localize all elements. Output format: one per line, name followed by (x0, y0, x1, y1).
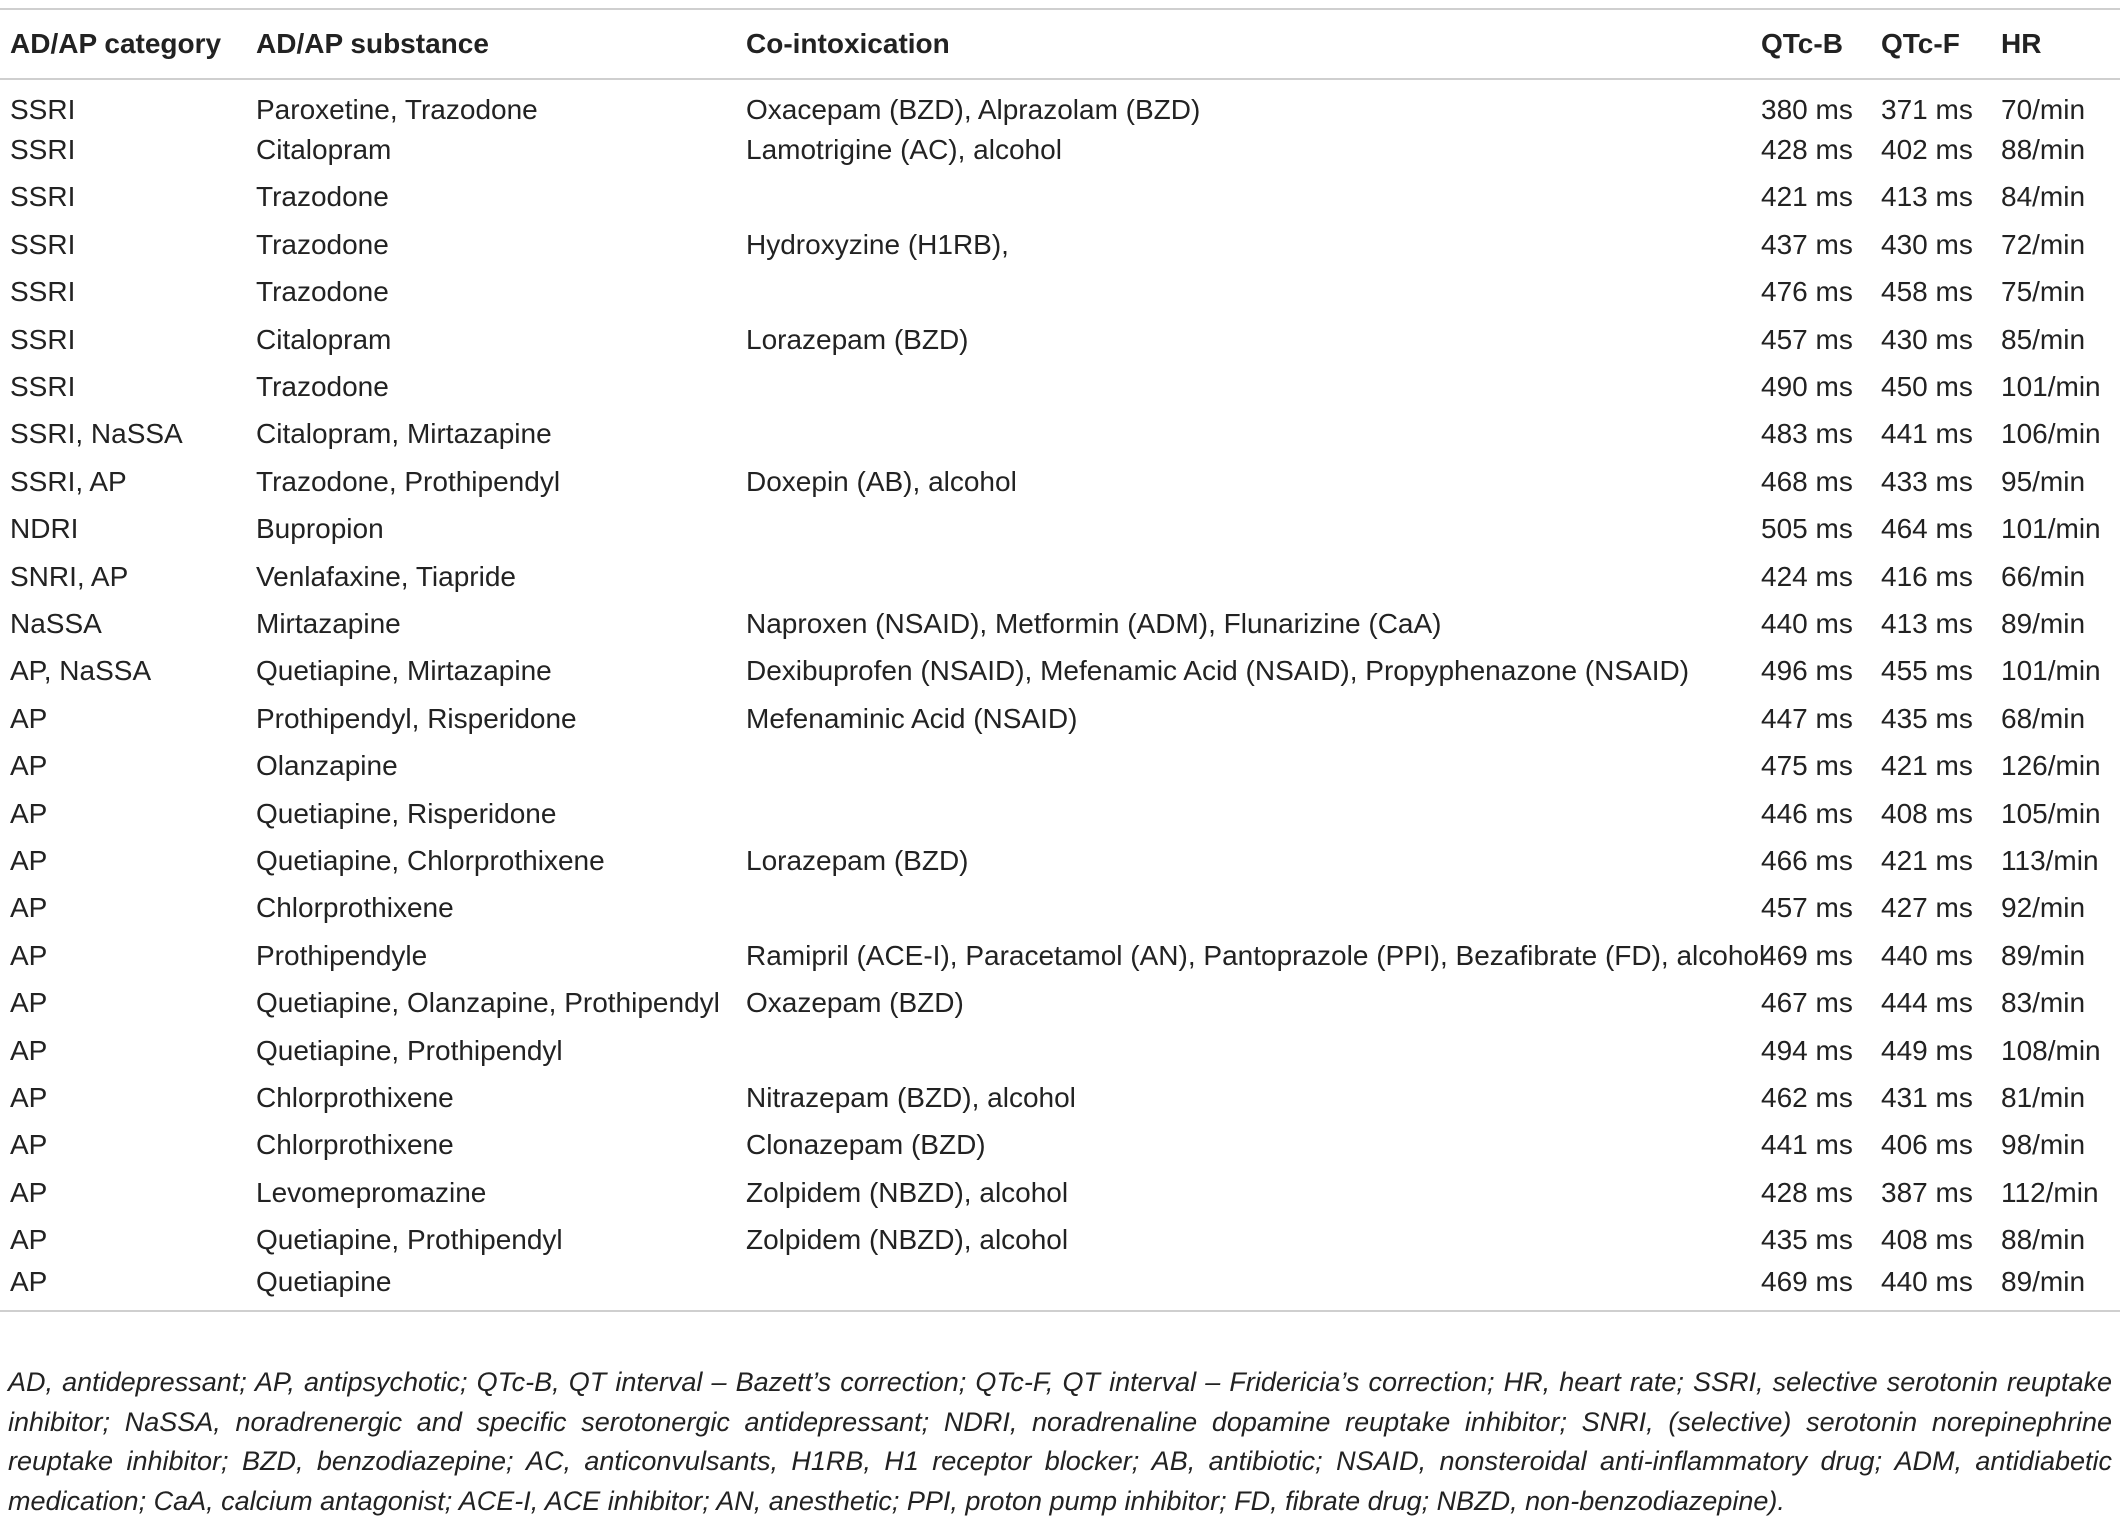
cell-hr: 66/min (2001, 560, 2086, 592)
table-row (0, 1264, 2120, 1311)
table-row (0, 411, 2120, 458)
table-row (0, 458, 2120, 505)
cell-co-intoxication: Lamotrigine (AC), alcohol (746, 134, 1062, 166)
cell-qtc-f: 408 ms (1881, 797, 1973, 829)
cell-co-intoxication (736, 363, 1751, 410)
header-substance: AD/AP substance (256, 28, 489, 59)
cell-category: NaSSA (10, 607, 102, 639)
table-row (0, 885, 2120, 932)
cell-qtc-b: 428 ms (1761, 134, 1853, 166)
table-row (0, 316, 2120, 363)
cell-substance: Trazodone (256, 276, 389, 308)
table-row (0, 506, 2120, 553)
cell-category: AP (10, 1265, 48, 1297)
cell-hr: 89/min (2001, 939, 2086, 971)
table-footnote: AD, antidepressant; AP, antipsychotic; QTc-B, QT interval – Bazett’s correction; QTc-F, QT interval – Fridericia’s correction; HR, heart rate; SSRI, selective serotonin reuptake inhibitor; NaSSA, noradrenergic and specific serotonergic antidepressant; NDRI, noradrenaline dopamine reuptake inhibitor; SNRI, (selective) serotonin norepinephrine reuptake inhibitor; BZD, benzodiazepine; AC, anticonvulsants, H1RB, H1 receptor blocker; AB, antibiotic; NSAID, nonsteroidal anti-inflammatory drug; ADM, antidiabetic medication; CaA, calcium antagonist; ACE-I, ACE inhibitor; AN, anesthetic; PPI, proton pump inhibitor; FD, fibrate drug; NBZD, non-benzodiazepine). (8, 1367, 2112, 1516)
cell-co-intoxication: Oxacepam (BZD), Alprazolam (BZD) (746, 94, 1201, 126)
cell-co-intoxication: Doxepin (AB), alcohol (746, 465, 1017, 497)
cell-hr: 126/min (2001, 750, 2101, 782)
cell-category: SSRI (10, 276, 76, 308)
cell-qtc-b: 437 ms (1761, 228, 1853, 260)
cell-qtc-f: 440 ms (1881, 939, 1973, 971)
table-row (0, 174, 2120, 221)
cell-qtc-b: 505 ms (1761, 513, 1853, 545)
cell-co-intoxication: Zolpidem (NBZD), alcohol (746, 1176, 1069, 1208)
cell-qtc-b: 380 ms (1761, 94, 1853, 126)
cell-substance: Citalopram, Mirtazapine (256, 418, 552, 450)
cell-co-intoxication: Nitrazepam (BZD), alcohol (746, 1081, 1076, 1113)
cell-category: SNRI, AP (10, 560, 129, 592)
cell-co-intoxication (736, 885, 1751, 932)
table-row (0, 1027, 2120, 1074)
cell-category: SSRI, NaSSA (10, 418, 183, 450)
table-header (0, 9, 2120, 79)
cell-co-intoxication (736, 790, 1751, 837)
data-table (0, 8, 2120, 1312)
cell-substance: Mirtazapine (256, 607, 401, 639)
cell-category: AP (10, 987, 48, 1019)
table-row (0, 1169, 2120, 1216)
header-qtc-f: QTc-F (1881, 28, 1960, 59)
cell-co-intoxication (736, 742, 1751, 789)
table-row (0, 1122, 2120, 1169)
table-row (0, 932, 2120, 979)
table-row (0, 695, 2120, 742)
cell-co-intoxication: Naproxen (NSAID), Metformin (ADM), Flunarizine (CaA) (746, 607, 1442, 639)
cell-hr: 89/min (2001, 607, 2086, 639)
cell-category: AP (10, 1034, 48, 1066)
cell-qtc-b: 441 ms (1761, 1129, 1853, 1161)
cell-qtc-b: 457 ms (1761, 323, 1853, 355)
header-hr: HR (2001, 28, 2042, 59)
cell-co-intoxication: Lorazepam (BZD) (746, 323, 969, 355)
cell-qtc-f: 371 ms (1881, 94, 1973, 126)
table-body (0, 79, 2120, 1311)
cell-co-intoxication: Zolpidem (NBZD), alcohol (746, 1224, 1069, 1256)
cell-co-intoxication: Lorazepam (BZD) (746, 844, 969, 876)
cell-qtc-b: 428 ms (1761, 1176, 1853, 1208)
cell-substance: Quetiapine (256, 1265, 392, 1297)
cell-qtc-f: 444 ms (1881, 987, 1973, 1019)
cell-co-intoxication (736, 1027, 1751, 1074)
cell-category: AP (10, 1176, 48, 1208)
cell-substance: Prothipendyl, Risperidone (256, 702, 577, 734)
cell-qtc-f: 430 ms (1881, 228, 1973, 260)
cell-qtc-f: 433 ms (1881, 465, 1973, 497)
cell-substance: Quetiapine, Risperidone (256, 797, 557, 829)
cell-qtc-b: 494 ms (1761, 1034, 1853, 1066)
cell-qtc-b: 490 ms (1761, 371, 1853, 403)
cell-qtc-b: 446 ms (1761, 797, 1853, 829)
table-row (0, 790, 2120, 837)
cell-qtc-f: 435 ms (1881, 702, 1973, 734)
cell-qtc-f: 464 ms (1881, 513, 1973, 545)
cell-hr: 81/min (2001, 1081, 2086, 1113)
cell-category: AP (10, 939, 48, 971)
header-category: AD/AP category (10, 28, 222, 59)
cell-substance: Quetiapine, Prothipendyl (256, 1034, 563, 1066)
cell-qtc-f: 416 ms (1881, 560, 1973, 592)
cell-substance: Citalopram (256, 134, 392, 166)
cell-qtc-f: 408 ms (1881, 1224, 1973, 1256)
cell-qtc-f: 449 ms (1881, 1034, 1973, 1066)
cell-hr: 113/min (2001, 844, 2099, 876)
cell-qtc-f: 427 ms (1881, 892, 1973, 924)
cell-qtc-f: 421 ms (1881, 844, 1973, 876)
cell-category: SSRI (10, 228, 76, 260)
cell-qtc-b: 440 ms (1761, 607, 1853, 639)
table-row (0, 221, 2120, 268)
header-co-intoxication: Co-intoxication (746, 28, 950, 59)
cell-qtc-b: 421 ms (1761, 181, 1853, 213)
cell-hr: 68/min (2001, 702, 2086, 734)
cell-hr: 101/min (2001, 513, 2101, 545)
cell-qtc-b: 462 ms (1761, 1081, 1853, 1113)
cell-substance: Chlorprothixene (256, 892, 454, 924)
cell-hr: 95/min (2001, 465, 2086, 497)
cell-qtc-b: 467 ms (1761, 987, 1853, 1019)
cell-category: SSRI (10, 181, 76, 213)
cell-co-intoxication: Oxazepam (BZD) (746, 987, 964, 1019)
cell-hr: 89/min (2001, 1265, 2086, 1297)
cell-category: AP (10, 1129, 48, 1161)
cell-category: AP (10, 702, 48, 734)
cell-substance: Trazodone, Prothipendyl (256, 465, 561, 497)
table-row (0, 126, 2120, 173)
cell-hr: 98/min (2001, 1129, 2086, 1161)
cell-substance: Venlafaxine, Tiapride (256, 560, 516, 592)
cell-category: SSRI, AP (10, 465, 127, 497)
cell-category: AP (10, 797, 48, 829)
cell-co-intoxication (736, 174, 1751, 221)
cell-co-intoxication (736, 506, 1751, 553)
table-row (0, 1216, 2120, 1263)
cell-qtc-b: 475 ms (1761, 750, 1853, 782)
cell-substance: Chlorprothixene (256, 1081, 454, 1113)
cell-category: AP, NaSSA (10, 655, 152, 687)
cell-hr: 83/min (2001, 987, 2086, 1019)
cell-category: AP (10, 1224, 48, 1256)
cell-hr: 106/min (2001, 418, 2101, 450)
table-row (0, 79, 2120, 126)
cell-qtc-b: 424 ms (1761, 560, 1853, 592)
cell-category: AP (10, 1081, 48, 1113)
cell-qtc-f: 441 ms (1881, 418, 1973, 450)
cell-qtc-b: 483 ms (1761, 418, 1853, 450)
cell-qtc-f: 440 ms (1881, 1265, 1973, 1297)
cell-qtc-b: 469 ms (1761, 1265, 1853, 1297)
cell-category: AP (10, 844, 48, 876)
cell-hr: 72/min (2001, 228, 2086, 260)
cell-qtc-f: 430 ms (1881, 323, 1973, 355)
cell-hr: 105/min (2001, 797, 2101, 829)
cell-hr: 88/min (2001, 1224, 2086, 1256)
cell-qtc-b: 476 ms (1761, 276, 1853, 308)
cell-qtc-f: 421 ms (1881, 750, 1973, 782)
cell-hr: 70/min (2001, 94, 2086, 126)
cell-substance: Chlorprothixene (256, 1129, 454, 1161)
cell-substance: Quetiapine, Prothipendyl (256, 1224, 563, 1256)
cell-qtc-b: 435 ms (1761, 1224, 1853, 1256)
cell-qtc-f: 402 ms (1881, 134, 1973, 166)
cell-hr: 101/min (2001, 655, 2101, 687)
cell-category: SSRI (10, 371, 76, 403)
table-row (0, 837, 2120, 884)
cell-substance: Citalopram (256, 323, 392, 355)
header-qtc-b: QTc-B (1761, 28, 1843, 59)
cell-substance: Bupropion (256, 513, 384, 545)
cell-qtc-b: 468 ms (1761, 465, 1853, 497)
cell-qtc-f: 406 ms (1881, 1129, 1973, 1161)
cell-co-intoxication (736, 553, 1751, 600)
cell-qtc-b: 447 ms (1761, 702, 1853, 734)
table-row (0, 600, 2120, 647)
cell-substance: Quetiapine, Chlorprothixene (256, 844, 605, 876)
cell-substance: Trazodone (256, 181, 389, 213)
cell-substance: Quetiapine, Olanzapine, Prothipendyl (256, 987, 720, 1019)
cell-hr: 84/min (2001, 181, 2086, 213)
cell-hr: 108/min (2001, 1034, 2101, 1066)
table-row (0, 553, 2120, 600)
table-row (0, 648, 2120, 695)
cell-substance: Paroxetine, Trazodone (256, 94, 538, 126)
cell-substance: Trazodone (256, 228, 389, 260)
header-row (0, 9, 2120, 79)
cell-category: NDRI (10, 513, 79, 545)
cell-category: AP (10, 750, 48, 782)
cell-co-intoxication (736, 411, 1751, 458)
table-row (0, 979, 2120, 1026)
cell-qtc-f: 431 ms (1881, 1081, 1973, 1113)
cell-substance: Quetiapine, Mirtazapine (256, 655, 552, 687)
cell-category: SSRI (10, 134, 76, 166)
cell-qtc-f: 413 ms (1881, 607, 1973, 639)
table-row (0, 269, 2120, 316)
cell-category: SSRI (10, 94, 76, 126)
cell-co-intoxication: Mefenaminic Acid (NSAID) (746, 702, 1078, 734)
cell-substance: Olanzapine (256, 750, 398, 782)
cell-substance: Levomepromazine (256, 1176, 487, 1208)
cell-qtc-b: 469 ms (1761, 939, 1853, 971)
cell-hr: 101/min (2001, 371, 2101, 403)
cell-qtc-f: 413 ms (1881, 181, 1973, 213)
table-row (0, 742, 2120, 789)
cell-qtc-b: 457 ms (1761, 892, 1853, 924)
cell-qtc-f: 450 ms (1881, 371, 1973, 403)
cell-hr: 92/min (2001, 892, 2086, 924)
cell-co-intoxication (736, 269, 1751, 316)
cell-hr: 88/min (2001, 134, 2086, 166)
cell-qtc-f: 458 ms (1881, 276, 1973, 308)
cell-co-intoxication (736, 1264, 1751, 1311)
cell-qtc-b: 466 ms (1761, 844, 1853, 876)
cell-co-intoxication: Clonazepam (BZD) (746, 1129, 986, 1161)
table-row (0, 363, 2120, 410)
cell-category: SSRI (10, 323, 76, 355)
cell-substance: Trazodone (256, 371, 389, 403)
cell-qtc-b: 496 ms (1761, 655, 1853, 687)
cell-co-intoxication: Ramipril (ACE-I), Paracetamol (AN), Pantoprazole (PPI), Bezafibrate (FD), alcohol (746, 939, 1766, 971)
cell-qtc-f: 455 ms (1881, 655, 1973, 687)
cell-hr: 75/min (2001, 276, 2086, 308)
table-row (0, 1074, 2120, 1121)
cell-qtc-f: 387 ms (1881, 1176, 1973, 1208)
cell-hr: 85/min (2001, 323, 2086, 355)
cell-co-intoxication: Hydroxyzine (H1RB), (746, 228, 1009, 260)
cell-co-intoxication: Dexibuprofen (NSAID), Mefenamic Acid (NSAID), Propyphenazone (NSAID) (746, 655, 1690, 687)
cell-hr: 112/min (2001, 1176, 2099, 1208)
cell-category: AP (10, 892, 48, 924)
cell-substance: Prothipendyle (256, 939, 428, 971)
